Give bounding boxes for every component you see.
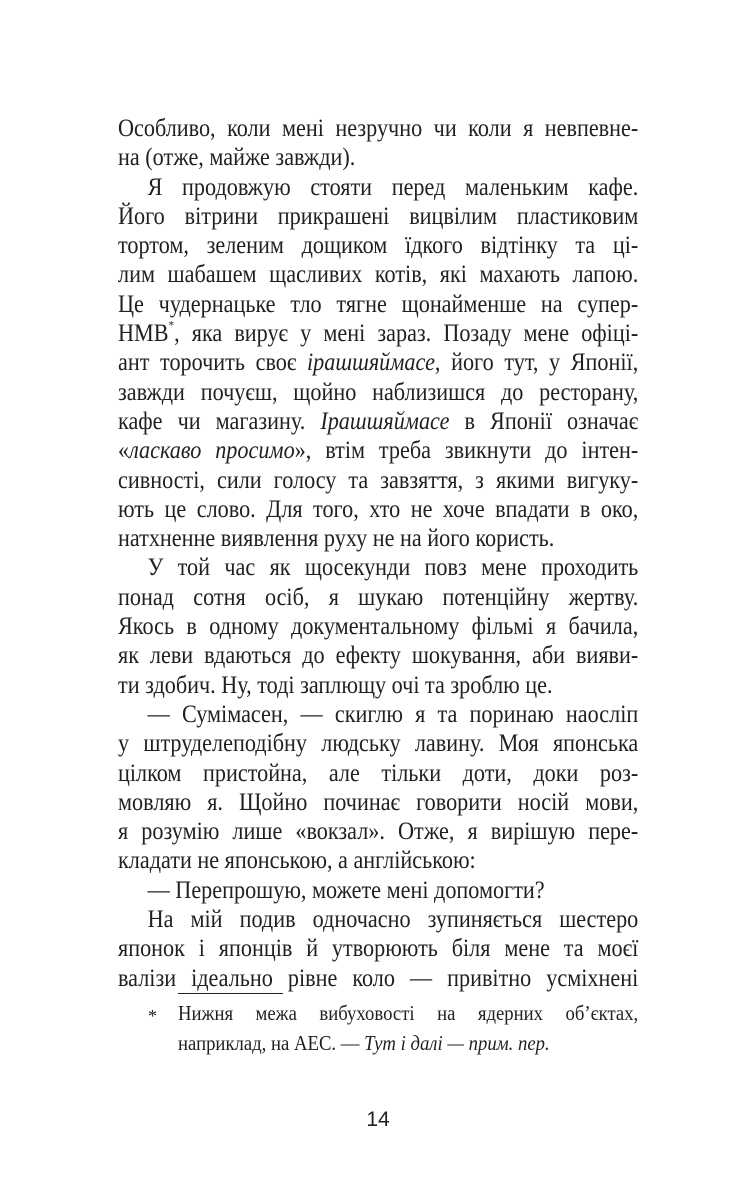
text-segment: кладати не японською, а англійською:	[118, 845, 476, 875]
text-line	[118, 435, 638, 464]
text-line	[118, 611, 638, 640]
text-line	[178, 1028, 638, 1058]
text-segment: мовляю я. Щойно починає говорити носій мови,	[118, 786, 639, 816]
text-line	[118, 494, 638, 523]
italic-text: Ірашшяймасе	[320, 405, 450, 435]
footnote-text	[178, 998, 638, 1058]
text-segment: сивності, сили голосу та завзяття, з якими вигуку-	[118, 464, 639, 494]
page-number: 14	[366, 1108, 390, 1131]
text-segment: як леви вдаються до ефекту шокування, аби вияви-	[118, 640, 639, 670]
body-text	[118, 113, 638, 992]
text-line	[118, 582, 638, 611]
text-segment: «	[118, 435, 130, 465]
text-segment: Нижня межа вибуховості на ядерних об’єктах,	[178, 1001, 639, 1025]
text-segment: Я продовжую стояти перед маленьким кафе.	[147, 171, 639, 201]
footnote-marker: *	[148, 1006, 157, 1026]
text-segment: завжди почуєш, щойно наблизишся до ресторану,	[118, 376, 639, 406]
text-segment: , яка вирує у мені зараз. Позаду мене офіці-	[174, 318, 639, 348]
text-segment: валізи ідеально рівне коло — привітно усміхнені	[118, 962, 639, 992]
text-line	[118, 787, 638, 816]
text-line	[118, 230, 638, 259]
text-segment: У той час як щосекунди повз мене проходить	[147, 552, 639, 582]
text-segment: натхненне виявлення руху не на його користь.	[118, 523, 555, 553]
text-line	[118, 816, 638, 845]
text-line	[118, 172, 638, 201]
text-segment: понад сотня осіб, я шукаю потенційну жертву.	[118, 581, 639, 611]
text-segment: Це чудернацьке тло тягне щонайменше на супер-	[118, 288, 639, 318]
text-line	[118, 523, 638, 552]
text-segment: у штруделеподібну людську лавину. Моя японська	[118, 728, 639, 758]
text-line	[118, 699, 638, 728]
footnote-rule	[178, 993, 283, 994]
text-line	[118, 933, 638, 962]
text-line	[118, 347, 638, 376]
text-segment: НМВ	[118, 318, 169, 348]
italic-text: ласкаво просимо	[129, 435, 295, 465]
text-line	[118, 728, 638, 757]
text-segment: , його тут, у Японії,	[434, 347, 639, 377]
text-segment: наприклад, на АЕС. —	[178, 1031, 365, 1055]
text-line	[118, 670, 638, 699]
italic-text: Тут і далі — прим. пер.	[364, 1031, 550, 1055]
italic-text: ірашшяймасе	[307, 347, 435, 377]
text-line	[118, 377, 638, 406]
text-line	[118, 465, 638, 494]
text-line	[118, 758, 638, 787]
text-segment: Якось в одному документальному фільмі я бачила,	[118, 611, 639, 641]
text-segment: Особливо, коли мені незручно чи коли я невпевне-	[118, 113, 639, 142]
text-segment: — Перепрошую, можете мені допомогти?	[147, 874, 545, 904]
text-line	[118, 406, 638, 435]
text-segment: ти здобич. Ну, тоді заплющу очі та зроблю це.	[118, 669, 553, 699]
text-line	[118, 201, 638, 230]
text-line	[118, 963, 638, 992]
text-line	[118, 904, 638, 933]
text-line	[118, 113, 638, 142]
text-line	[118, 318, 638, 347]
text-segment: », втім треба звикнути до інтен-	[294, 435, 639, 465]
text-line	[118, 289, 638, 318]
text-segment: в Японії означає	[449, 405, 639, 435]
text-segment: Його вітрини прикрашені вицвілим пластиковим	[118, 200, 639, 230]
text-segment: На мій подив одночасно зупиняється шестеро	[147, 904, 639, 934]
footnote-reference: *	[168, 318, 175, 333]
text-segment: ант торочить своє	[118, 347, 308, 377]
text-segment: японок і японців й утворюють біля мене та моєї	[118, 933, 639, 963]
text-segment: лим шабашем щасливих котів, які махають лапою.	[118, 259, 639, 289]
text-line	[118, 875, 638, 904]
text-segment: кафе чи магазину.	[118, 405, 321, 435]
text-segment: я розумію лише «вокзал». Отже, я вирішую пере-	[118, 816, 639, 846]
text-line	[118, 552, 638, 581]
text-line	[118, 259, 638, 288]
text-segment: — Сумімасен, — скиглю я та поринаю наосліп	[147, 698, 639, 728]
text-segment: цілком пристойна, але тільки доти, доки роз-	[118, 757, 639, 787]
text-line	[118, 142, 638, 171]
text-line	[118, 640, 638, 669]
text-line	[118, 845, 638, 874]
text-segment: тортом, зеленим дощиком їдкого відтінку та ці-	[118, 230, 639, 260]
text-segment: на (отже, майже завжди).	[118, 142, 356, 172]
text-line	[178, 998, 638, 1028]
text-segment: ють це слово. Для того, хто не хоче впадати в око,	[118, 493, 639, 523]
